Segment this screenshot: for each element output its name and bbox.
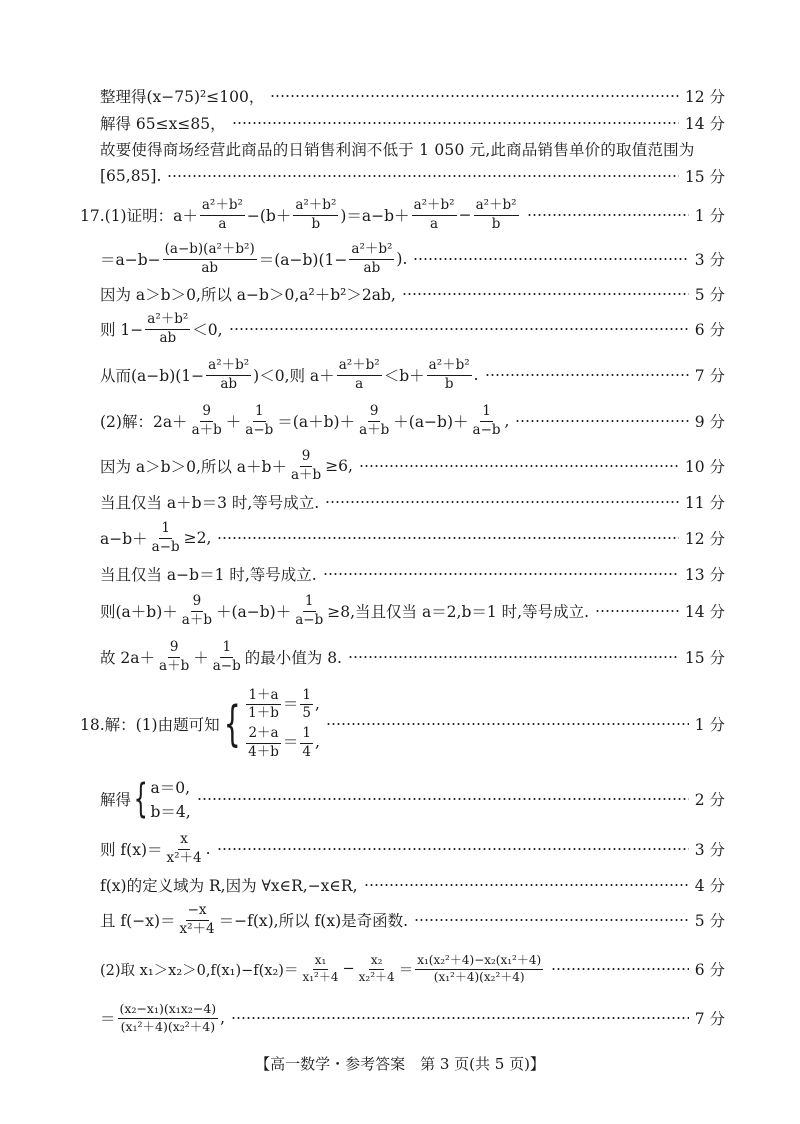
- math-expression: [100, 521, 211, 555]
- text: .: [205, 840, 211, 858]
- leader-dots: [359, 465, 679, 467]
- math-expression: [100, 1002, 225, 1034]
- fraction: [165, 832, 204, 866]
- brace-icon: {: [133, 776, 148, 822]
- denominator: b: [491, 215, 501, 232]
- text: 的最小值为 8.: [244, 649, 342, 667]
- leader-dots: [551, 968, 689, 970]
- denominator: x²＋4: [166, 849, 202, 866]
- score-label: 3 分: [694, 841, 725, 859]
- answer-line: [100, 281, 725, 307]
- leader-dots: [229, 328, 689, 330]
- fraction: [357, 954, 397, 985]
- fraction: [357, 404, 391, 438]
- text: ＝: [100, 1010, 116, 1028]
- denominator: a: [430, 215, 439, 232]
- leader-dots: [197, 798, 689, 800]
- text: −: [342, 961, 355, 977]
- score-label: 15 分: [684, 649, 725, 667]
- text: ＝: [282, 694, 299, 713]
- numerator: x₂: [369, 954, 385, 970]
- numerator: a²＋b²: [145, 312, 190, 330]
- fraction: [293, 198, 338, 232]
- text: 17.(1)证明：a＋: [80, 207, 198, 225]
- answer-line: [100, 872, 725, 898]
- score-label: 15 分: [684, 168, 725, 186]
- denominator: a: [218, 215, 227, 232]
- line-text: 整理得(x−75)²≤100，: [100, 88, 265, 106]
- score-label: 1 分: [694, 716, 725, 734]
- fraction: [118, 1002, 219, 1034]
- math-expression: [80, 198, 521, 232]
- answer-line: [100, 776, 725, 822]
- denominator: a＋b: [191, 421, 222, 438]
- math-expression: [100, 832, 211, 866]
- fraction: [246, 688, 281, 722]
- leader-dots: [527, 214, 689, 216]
- fraction: [300, 954, 340, 985]
- score-label: 1 分: [694, 207, 725, 225]
- answer-line: [100, 832, 725, 866]
- denominator: a＋b: [159, 657, 190, 674]
- leader-dots: [326, 723, 689, 725]
- score-label: 14 分: [684, 603, 725, 621]
- text: ＝: [282, 733, 299, 752]
- score-label: 13 分: [684, 566, 725, 584]
- text: 则 f(x)＝: [100, 841, 163, 859]
- denominator: 5: [302, 705, 311, 722]
- leader-dots: [217, 848, 689, 850]
- numerator: a²＋b²: [427, 358, 472, 376]
- fraction: [157, 640, 191, 674]
- text: ＋: [193, 649, 209, 667]
- score-label: 7 分: [694, 367, 725, 385]
- numerator: 9: [300, 449, 313, 467]
- line-text: 当且仅当 a＋b＝3 时,等号成立.: [100, 494, 320, 512]
- answer-line: [100, 903, 725, 937]
- equation-system: [220, 688, 320, 760]
- answer-line: [100, 163, 725, 189]
- text: 故 2a＋: [100, 649, 156, 667]
- text: a−b＋: [100, 530, 148, 548]
- numerator: 2＋a: [246, 726, 280, 744]
- text: ＝−f(x),所以 f(x)是奇函数.: [218, 912, 409, 930]
- denominator: b: [311, 215, 321, 232]
- text: −: [458, 206, 472, 224]
- denominator: 4＋b: [248, 743, 279, 760]
- math-expression: [100, 776, 191, 822]
- math-expression: [100, 954, 545, 985]
- score-label: 10 分: [684, 458, 725, 476]
- numerator: a²＋b²: [474, 198, 519, 216]
- denominator: a＋b: [181, 611, 212, 628]
- fraction: [190, 404, 224, 438]
- denominator: (x₁²＋4)(x₂²＋4): [120, 1018, 216, 1034]
- text: (2)解：2a＋: [100, 413, 188, 431]
- brace-icon: {: [223, 696, 241, 752]
- text: 则(a＋b)＋: [100, 603, 178, 621]
- denominator: a＋b: [290, 466, 322, 483]
- answer-line: [100, 404, 725, 438]
- text: ≥6,: [325, 457, 353, 475]
- line-text: 因为 a＞b＞0,所以 a−b＞0,a²＋b²＞2ab,: [100, 286, 396, 304]
- numerator: a²＋b²: [206, 358, 251, 376]
- numerator: x: [178, 832, 190, 850]
- score-label: 7 分: [694, 1010, 725, 1028]
- numerator: 1: [220, 640, 233, 658]
- text: ＝(a＋b)＋: [277, 413, 356, 431]
- line-text: 解得 65≤x≤85，: [100, 115, 226, 133]
- text: ≥8,当且仅当 a＝2,b＝1 时,等号成立.: [327, 603, 590, 621]
- math-expression: [80, 688, 320, 760]
- fraction: [246, 726, 281, 760]
- text: 因为 a＞b＞0,所以 a＋b＋: [100, 458, 287, 476]
- leader-dots: [515, 420, 688, 422]
- math-expression: [100, 449, 353, 483]
- denominator: a−b: [151, 538, 180, 555]
- leader-dots: [485, 374, 689, 376]
- denominator: a−b: [472, 421, 501, 438]
- numerator: 1: [300, 688, 313, 706]
- fraction: [211, 640, 243, 674]
- numerator: 9: [368, 404, 381, 422]
- math-expression: [100, 312, 223, 346]
- fraction: [293, 594, 325, 628]
- leader-dots: [232, 122, 679, 124]
- answer-line: [100, 1000, 725, 1036]
- answer-line: [100, 489, 725, 515]
- text: 则 1−: [100, 321, 144, 339]
- leader-dots: [348, 656, 679, 658]
- fraction: [289, 449, 323, 483]
- text: ,: [220, 1009, 226, 1027]
- text: 从而(a−b)(1−: [100, 367, 205, 385]
- numerator: x₁(x₂²＋4)−x₂(x₁²＋4): [415, 954, 543, 970]
- leader-dots: [323, 573, 679, 575]
- numerator: (x₂−x₁)(x₁x₂−4): [118, 1002, 219, 1018]
- text: ＜b＋: [383, 367, 425, 385]
- denominator: x₂²＋4: [358, 969, 395, 984]
- numerator: 1: [480, 404, 493, 422]
- answer-line: [100, 521, 725, 555]
- denominator: a: [355, 375, 364, 392]
- math-expression: [100, 903, 408, 937]
- answer-line: [100, 312, 725, 346]
- numerator: 1: [253, 404, 266, 422]
- fraction: [349, 242, 394, 276]
- leader-dots: [414, 919, 689, 921]
- text: )＝a−b＋: [340, 207, 410, 225]
- fraction: [300, 726, 313, 760]
- text: b＝4,: [150, 803, 191, 821]
- leader-dots: [217, 537, 678, 539]
- fraction: [474, 198, 519, 232]
- leader-dots: [231, 1017, 689, 1019]
- numerator: a²＋b²: [293, 198, 338, 216]
- line-text: 当且仅当 a−b＝1 时,等号成立.: [100, 566, 317, 584]
- numerator: a²＋b²: [412, 198, 457, 216]
- text: )＜0,则 a＋: [253, 367, 335, 385]
- text: ).: [396, 250, 408, 268]
- numerator: 1: [300, 726, 313, 744]
- numerator: 1＋a: [246, 688, 280, 706]
- score-label: 9 分: [694, 413, 725, 431]
- score-label: 2 分: [694, 791, 725, 809]
- text: ,: [504, 412, 510, 430]
- text: 解得: [100, 791, 132, 809]
- denominator: 1＋b: [248, 705, 279, 722]
- leader-dots: [270, 95, 679, 97]
- score-label: 14 分: [684, 115, 725, 133]
- answer-line: [80, 684, 725, 764]
- text: 18.解：(1)由题可知: [80, 716, 220, 734]
- score-label: 5 分: [694, 286, 725, 304]
- numerator: a²＋b²: [349, 242, 394, 260]
- numerator: 9: [168, 640, 181, 658]
- numerator: 9: [191, 594, 204, 612]
- math-expression: [100, 242, 407, 276]
- numerator: 1: [159, 521, 172, 539]
- denominator: a−b: [295, 611, 324, 628]
- score-label: 5 分: [694, 912, 725, 930]
- score-label: 6 分: [694, 961, 725, 979]
- text: ＋(a−b)＋: [215, 603, 292, 621]
- text: a＝0,: [150, 779, 190, 797]
- text: ＝a−b−: [100, 251, 161, 269]
- line-text: f(x)的定义域为 R,因为 ∀x∈R,−x∈R,: [100, 877, 358, 895]
- page-footer: 【高一数学・参考答案 第 3 页(共 5 页)】: [255, 1055, 545, 1073]
- text: ＋: [225, 413, 242, 431]
- score-label: 12 分: [684, 530, 725, 548]
- text: (2)取 x₁＞x₂＞0,f(x₁)−f(x₂)＝: [100, 962, 299, 979]
- answer-line: [100, 640, 725, 674]
- denominator: ab: [363, 259, 381, 276]
- score-label: 3 分: [694, 251, 725, 269]
- score-label: 4 分: [694, 877, 725, 895]
- denominator: ab: [159, 329, 177, 346]
- leader-dots: [595, 610, 679, 612]
- denominator: 4: [302, 743, 311, 760]
- answer-line: [100, 358, 725, 392]
- score-label: 11 分: [684, 494, 725, 512]
- fraction: [145, 312, 190, 346]
- numerator: −x: [186, 903, 209, 921]
- leader-dots: [402, 293, 689, 295]
- text: .: [473, 366, 479, 384]
- text: ＋(a−b)＋: [393, 413, 469, 431]
- answer-line: [80, 198, 725, 232]
- leader-dots: [413, 258, 688, 260]
- denominator: a−b: [212, 657, 241, 674]
- fraction: [337, 358, 382, 392]
- fraction: [150, 521, 182, 555]
- score-label: 6 分: [694, 321, 725, 339]
- line-text: [65,85].: [100, 167, 162, 185]
- line-text: 故要使得商场经营此商品的日销售利润不低于 1 050 元,此商品销售单价的取值范围为: [100, 141, 695, 159]
- text: ,: [315, 733, 320, 752]
- text: −(b＋: [246, 207, 292, 225]
- answer-line: [100, 561, 725, 587]
- fraction: [206, 358, 251, 392]
- fraction: [180, 594, 214, 628]
- denominator: (x₁²＋4)(x₂²＋4): [433, 969, 525, 984]
- denominator: ab: [201, 259, 219, 276]
- score-label: 12 分: [684, 88, 725, 106]
- denominator: a＋b: [359, 421, 390, 438]
- math-expression: [100, 358, 479, 392]
- denominator: x²＋4: [179, 920, 215, 937]
- fraction: [412, 198, 457, 232]
- leader-dots: [325, 501, 679, 503]
- text: ≥2,: [183, 529, 212, 547]
- math-expression: [100, 594, 589, 628]
- numerator: 1: [303, 594, 316, 612]
- answer-line: [100, 952, 725, 986]
- answer-line: [100, 594, 725, 628]
- numerator: x₁: [313, 954, 329, 970]
- numerator: a²＋b²: [200, 198, 245, 216]
- answer-line: [100, 110, 725, 136]
- denominator: a−b: [245, 421, 274, 438]
- math-expression: [100, 404, 509, 438]
- numerator: 9: [200, 404, 213, 422]
- leader-dots: [167, 175, 678, 177]
- fraction: [243, 404, 275, 438]
- answer-line: [100, 449, 725, 483]
- fraction: [415, 954, 543, 985]
- numerator: (a−b)(a²＋b²): [163, 242, 257, 260]
- fraction: [200, 198, 245, 232]
- text: ,: [315, 694, 320, 713]
- denominator: ab: [220, 375, 238, 392]
- denominator: b: [444, 375, 454, 392]
- fraction: [300, 688, 313, 722]
- leader-dots: [364, 884, 689, 886]
- numerator: a²＋b²: [337, 358, 382, 376]
- answer-line: [100, 242, 725, 276]
- text: ＝(a−b)(1−: [258, 251, 348, 269]
- fraction: [163, 242, 257, 276]
- denominator: x₁²＋4: [302, 969, 339, 984]
- fraction: [471, 404, 503, 438]
- text: ＜0,: [192, 321, 223, 339]
- math-expression: [100, 640, 342, 674]
- fraction: [178, 903, 217, 937]
- answer-line: [100, 83, 725, 109]
- text: 且 f(−x)＝: [100, 912, 176, 930]
- equation-system: [131, 776, 191, 822]
- text: ＝: [398, 962, 414, 979]
- fraction: [427, 358, 472, 392]
